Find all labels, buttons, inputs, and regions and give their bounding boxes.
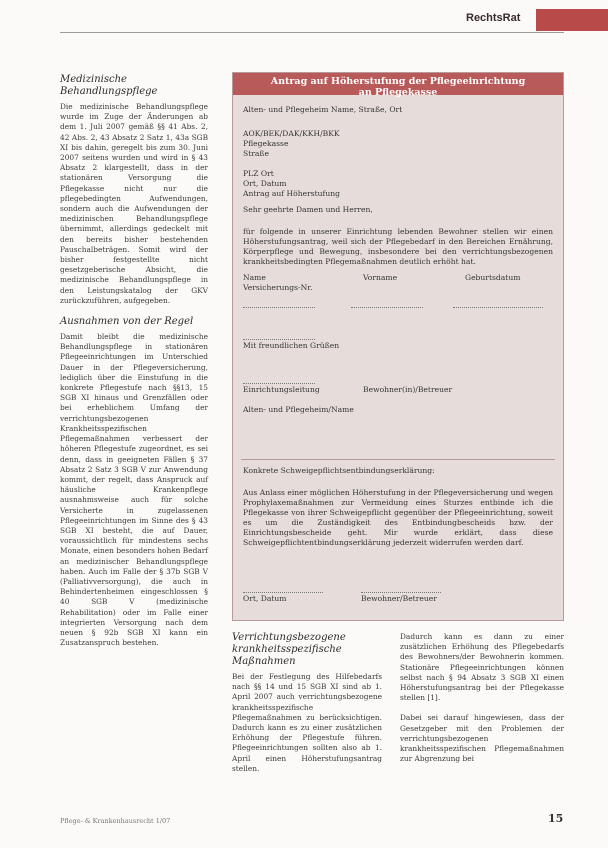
application-form <box>232 72 564 621</box>
heading-behandlungspflege: Medizinische Behandlungspflege <box>60 74 158 97</box>
box-signature-labels: Ort, Datum Bewohner/Betreuer <box>243 594 437 603</box>
closing: Mit freundlichen Grüßen <box>243 341 340 350</box>
signature-line <box>361 592 441 593</box>
form-title: Antrag auf Höherstufung der Pflegeeinrichtung an Pflegekasse <box>233 73 563 95</box>
box-body: Aus Anlass einer möglichen Höherstufung in der Pflegeversicherung und wegen Prophylaxemaßnahmen zur Vermeidung eines Sturzes entbinde ich die Pflegekasse von ihrer Schweigepflicht gegenüber der Pflegeeinrichtung, soweit es um die Zuständigkeit des Entbindungbescheids bzw. der Einrichtungsbescheide geht. Mir wurde erklärt, dass diese Schweigepflichtentbindungserklärung jederzeit widerrufen werden darf. <box>243 488 553 547</box>
confidentiality-section <box>241 459 555 608</box>
paragraph: Dabei sei darauf hingewiesen, dass der Gesetzgeber mit den Problemen der verrichtungsbezogenen krankheitsspezifischen Pflegemaßnahmen zur Abgrenzung bei <box>400 713 564 764</box>
signature-labels: Einrichtungsleitung Bewohner(in)/Betreuer <box>243 385 453 394</box>
recipient-address: AOK/BEK/DAK/KKH/BKK Pflegekasse Straße PLZ Ort Ort, Datum Antrag auf Höherstufung <box>243 129 341 198</box>
signature-line <box>351 307 423 308</box>
signature-line <box>243 383 315 384</box>
table-header: Name Vorname Geburtsdatum <box>243 273 521 282</box>
section-label: RechtsRat <box>466 12 521 24</box>
versicherungs-nr: Versicherungs-Nr. <box>243 283 313 292</box>
middle-column <box>232 632 382 774</box>
signature-line <box>243 592 323 593</box>
form-body: für folgende in unserer Einrichtung lebenden Bewohner stellen wir einen Höherstufungsantrag, weil sich der Pflegebedarf in den Bereichen Ernährung, Körperpflege und Bewegung, insbesondere bei den verrichtungsbezogenen krankheitsbedingten Pflegemaßnahmen deutlich erhöht hat. <box>243 227 553 266</box>
paragraph: Bei der Festlegung des Hilfebedarfs nach §§ 14 und 15 SGB XI sind ab 1. April 2007 auch verrichtungsbezogene krankheitsspezifische Pflegemaßnahmen zu berücksichtigen. Dadurch kann es zu einer zusätzlichen Erhöhung der Pflegestufe führen. Pflegeeinrichtungen sollten also ab 1. April einen Höherstufungsantrag stellen. <box>232 672 382 773</box>
signature-line <box>243 307 315 308</box>
paragraph: Dadurch kann es dann zu einer zusätzlichen Erhöhung des Pflegebedarfs des Bewohners/der Bewohnerin kommen. Stationäre Pflegeeinrichtungen können selbst nach § 94 Absatz 3 SGB XI einen Höherstufungsantrag bei der Pflegekasse stellen [1]. <box>400 632 564 703</box>
paragraph: Die medizinische Behandlungspflege wurde im Zuge der Änderungen ab dem 1. Juli 2007 gemäß §§ 41 Abs. 2, 42 Abs. 2, 43 Absatz 2 Satz 1, 43a SGB XI bis dahin, geregelt bis zum 30. Juni 2007 seitens wurden und wird in § 43 Absatz 2 klargestellt, dass in der stationären Versorgung die Pflegekasse nicht nur die pflegebedingten Aufwendungen, sondern auch die Aufwendungen der medizinischen Behandlungspflege übernimmt, allerdings gedeckelt mit den bereits bisher bestehenden Pauschalbeträgen. Somit wird der bisher festgestellte nicht gesetzgeberische Absicht, die medizinische Behandlungspflege in den Leistungskatalog der GKV zurückzuführen, aufgegeben. <box>60 102 208 305</box>
footer-text: Pflege- & Krankenhausrecht 1/07 <box>60 817 171 825</box>
signature-line <box>243 339 315 340</box>
box-title: Konkrete Schweigepflichtsentbindungserklärung: <box>243 466 435 475</box>
section-color-bar <box>536 9 608 31</box>
signature-line <box>453 307 543 308</box>
sender-line: Alten- und Pflegeheim Name, Straße, Ort <box>243 105 403 114</box>
greeting: Sehr geehrte Damen und Herren, <box>243 205 373 214</box>
heading-verrichtungsbezogen: Verrichtungsbezogene krankheitsspezifische Maßnahmen <box>232 632 346 667</box>
page-number: 15 <box>548 812 564 825</box>
section-header <box>466 9 564 31</box>
paragraph: Damit bleibt die medizinische Behandlungspflege in stationären Pflegeeinrichtungen im Unterschied Dauer in der Pflegeversicherung, lediglich über die Einstufung in die konkrete Pflegestufe nach §§13, 15 SGB XI hinaus und Grenzfällen oder bei erheblichem Umfang der verrichtungsbezogenen Krankheitsspezifischen Pflegemaßnahmen verbessert der höheren Pflegestufe zugeordnet, es sei denn, dass in geeigneten Fällen § 37 Absatz 2 Satz 3 SGB V zur Anwendung kommt, der regelt, dass Anspruck auf häusliche Krankenpflege ausnahmsweise auch für solche Versicherte in zugelassenen Pflegeeinrichtungen im Sinne des § 43 SGB XI besteht, die auf Dauer, voraussichtlich für mindestens sechs Monate, einen besonders hohen Bedarf an medizinischer Behandlungspflege haben. Auch im Falle der § 37b SGB V (Palliativversorgung), die auch in Behindertenheimen eingeschlossen § 40 SGB V (medizinische Rehabilitation) oder im Falle einer integrierten Versorgung nach dem neuen § 92b SGB XI kann ein Zusatzanspruch bestehen. <box>60 332 208 648</box>
home-name: Alten- und Pflegeheim/Name <box>243 405 354 414</box>
left-column <box>60 74 208 648</box>
right-column <box>400 632 564 764</box>
heading-ausnahmen: Ausnahmen von der Regel <box>60 316 194 328</box>
header-rule <box>60 32 564 33</box>
